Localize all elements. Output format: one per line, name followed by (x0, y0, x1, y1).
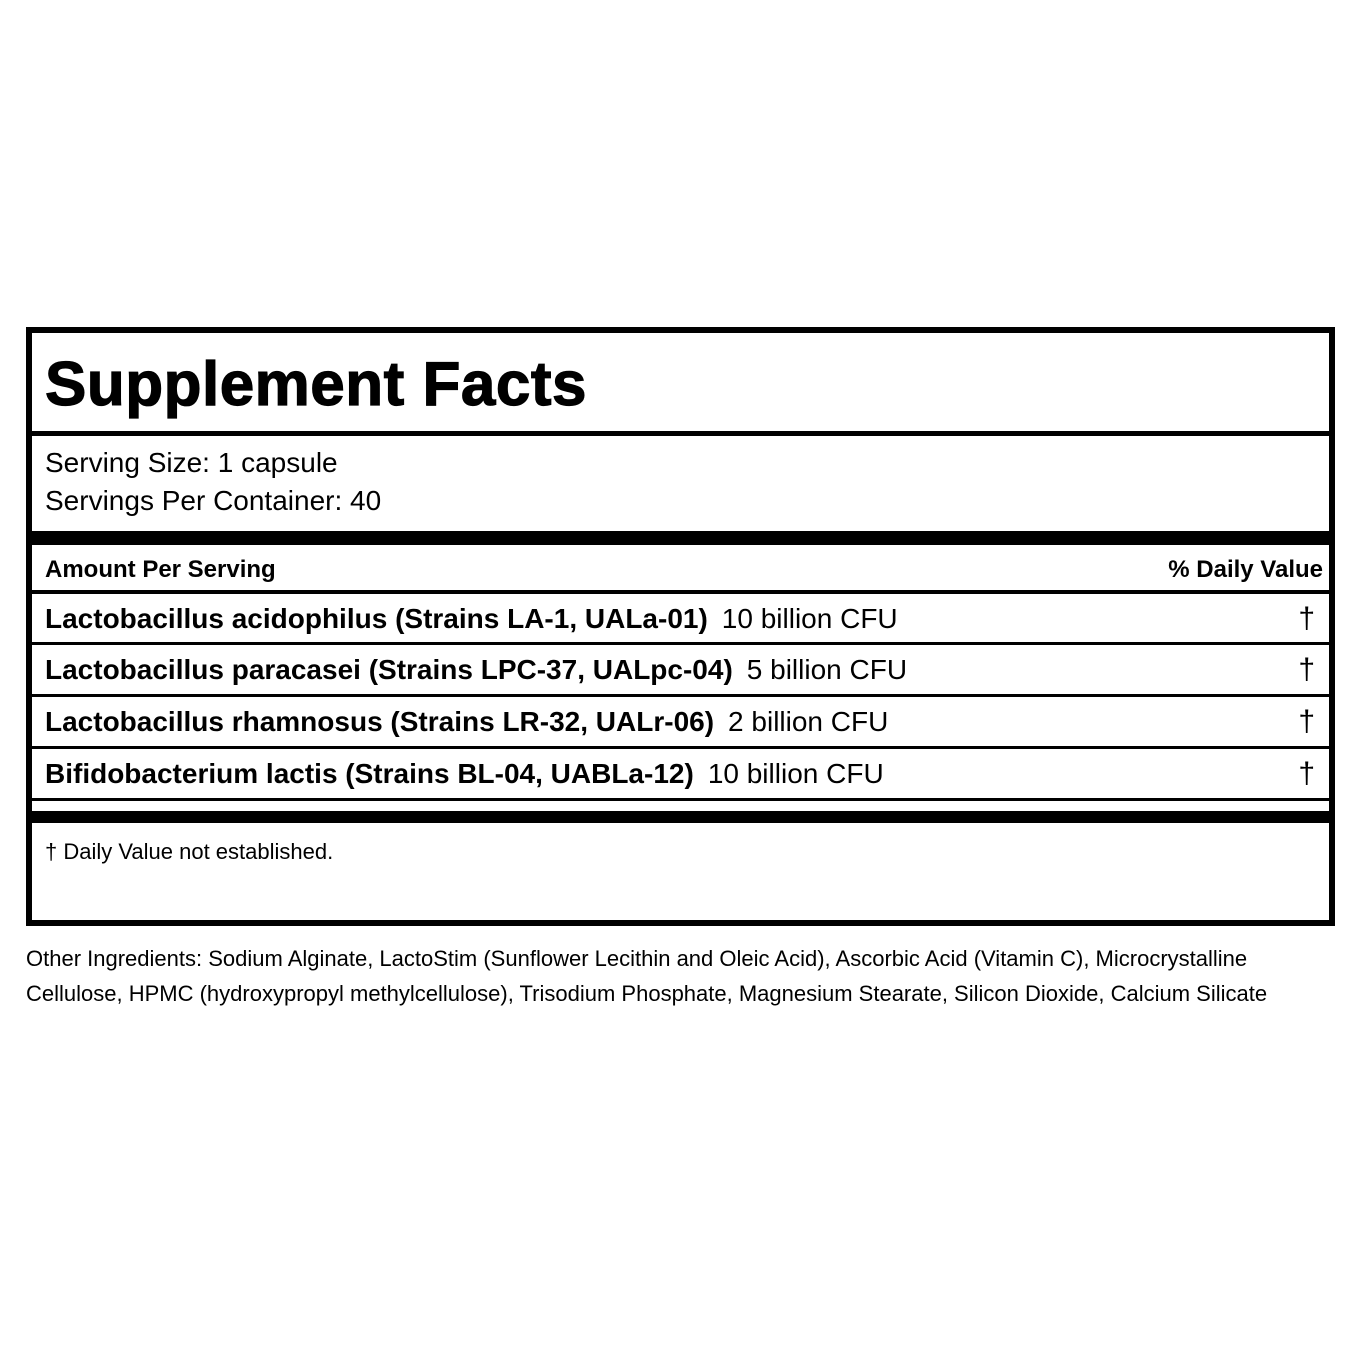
divider-thick-top (32, 531, 1329, 545)
ingredient-name (45, 601, 898, 637)
ingredient-row (32, 594, 1329, 643)
ingredient-name (45, 756, 884, 792)
amount-per-serving-header: Amount Per Serving (45, 556, 276, 583)
dagger-mark: † (1298, 757, 1315, 790)
other-ingredients: Other Ingredients: Sodium Alginate, LactoStim (Sunflower Lecithin and Oleic Acid), Ascorbic Acid (Vitamin C), Microcrystalline Cellulose, HPMC (hydroxypropyl methylcellulose), Trisodium Phosphate, Magnesium Stearate, Silicon Dioxide, Calcium Silicate (26, 946, 1268, 1006)
ingredient-name-text: Lactobacillus acidophilus (Strains LA-1, UALa-01) (45, 603, 708, 634)
ingredient-name-text: Lactobacillus paracasei (Strains LPC-37, UALpc-04) (45, 654, 733, 685)
dagger-mark: † (1298, 602, 1315, 635)
divider-row (32, 798, 1329, 801)
column-header-row (32, 546, 1329, 591)
serving-size: Serving Size: 1 capsule (45, 447, 338, 478)
daily-value-header: % Daily Value (1168, 556, 1323, 583)
panel-title: Supplement Facts (45, 350, 587, 419)
ingredient-row (32, 749, 1329, 798)
divider-thick-bottom (32, 811, 1329, 823)
servings-per-container: Servings Per Container: 40 (45, 485, 382, 516)
footnote: † Daily Value not established. (45, 839, 334, 864)
ingredient-amount: 2 billion CFU (728, 706, 889, 737)
ingredient-amount: 10 billion CFU (707, 758, 884, 789)
divider-title (32, 431, 1329, 436)
ingredient-name-text: Bifidobacterium lactis (Strains BL-04, UABLa-12) (45, 758, 694, 789)
serving-info (45, 444, 381, 520)
dagger-mark: † (1298, 705, 1315, 738)
ingredient-row (32, 697, 1329, 746)
supplement-facts-panel (26, 327, 1335, 926)
dagger-mark: † (1298, 653, 1315, 686)
ingredient-row (32, 645, 1329, 694)
ingredient-name (45, 704, 888, 740)
ingredient-name (45, 652, 907, 688)
ingredient-amount: 10 billion CFU (721, 603, 898, 634)
ingredient-name-text: Lactobacillus rhamnosus (Strains LR-32, UALr-06) (45, 706, 715, 737)
title-row (32, 333, 1329, 431)
ingredient-amount: 5 billion CFU (746, 654, 908, 685)
